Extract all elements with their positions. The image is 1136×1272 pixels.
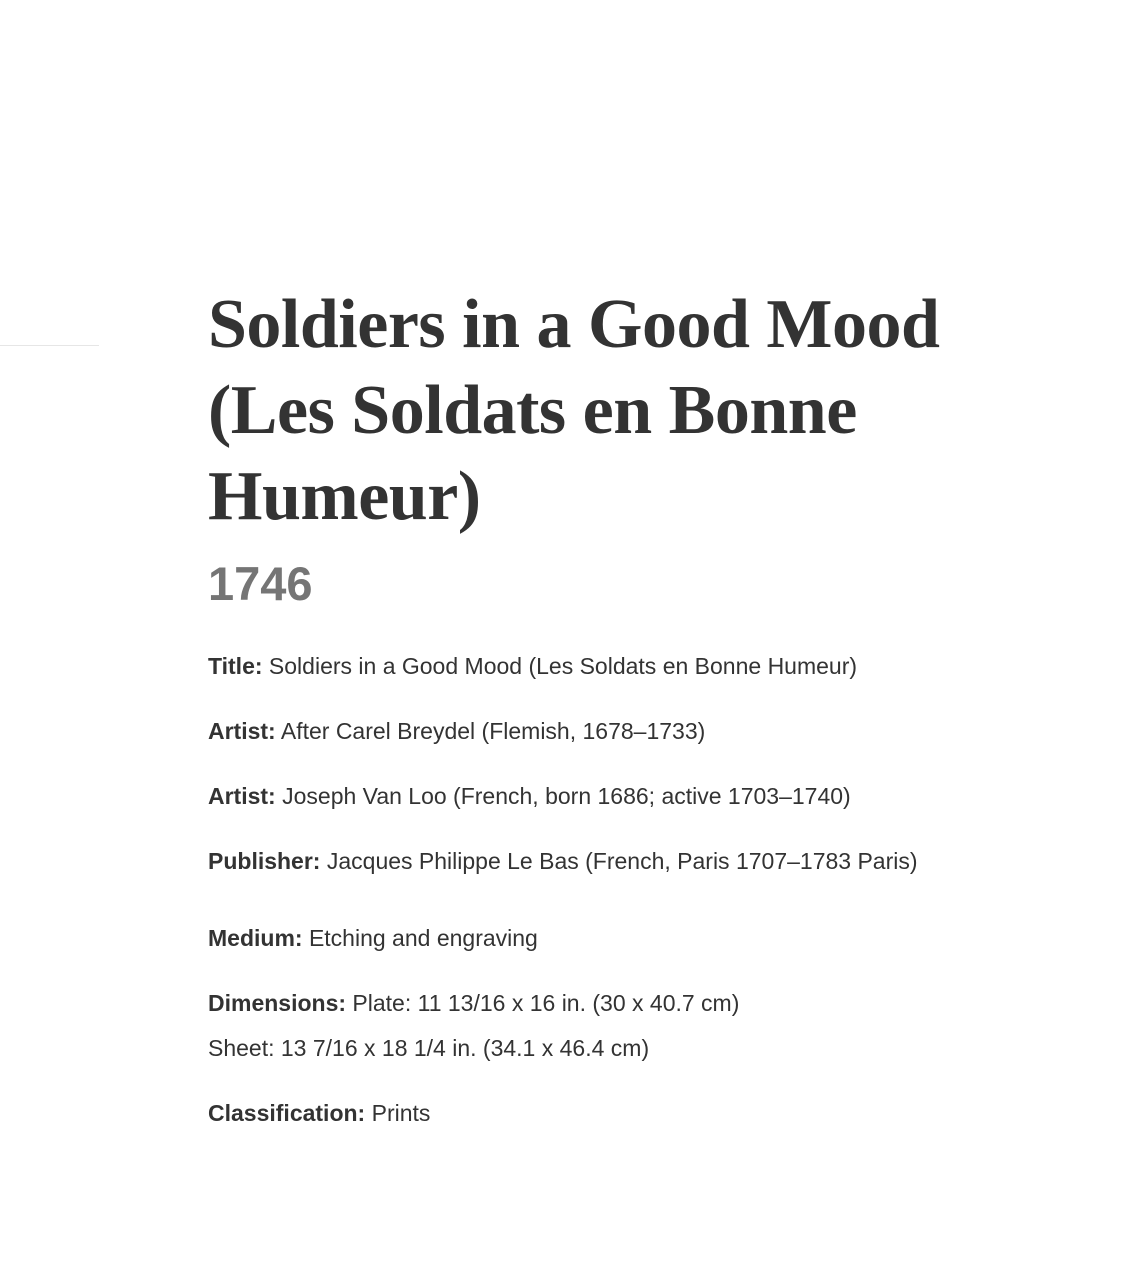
artwork-details [208, 648, 1028, 1160]
detail-label: Classification: [208, 1100, 366, 1126]
detail-label: Artist: [208, 783, 276, 809]
detail-label: Title: [208, 653, 263, 679]
detail-medium [208, 920, 1028, 956]
detail-value: Joseph Van Loo (French, born 1686; active 1703–1740) [282, 783, 851, 809]
detail-value: Soldiers in a Good Mood (Les Soldats en Bonne Humeur) [268, 653, 858, 679]
detail-value: Etching and engraving [308, 925, 538, 951]
artwork-header [208, 282, 1008, 612]
detail-label: Publisher: [208, 848, 321, 874]
detail-label: Dimensions: [208, 990, 347, 1016]
detail-dimensions-sheet [208, 1030, 1028, 1066]
detail-value: Plate: 11 13/16 x 16 in. (30 x 40.7 cm) [352, 990, 740, 1016]
detail-value: Prints [371, 1100, 431, 1126]
artwork-date: 1746 [208, 557, 313, 610]
detail-artist [208, 713, 1028, 749]
detail-title [208, 648, 1028, 684]
detail-classification [208, 1095, 1028, 1131]
detail-publisher [208, 843, 1028, 879]
detail-value: Jacques Philippe Le Bas (French, Paris 1707–1783 Paris) [326, 848, 918, 874]
artwork-title: Soldiers in a Good Mood (Les Soldats en Bonne Humeur) [208, 286, 940, 535]
detail-label: Artist: [208, 718, 276, 744]
detail-label: Medium: [208, 925, 303, 951]
left-divider [0, 345, 99, 346]
detail-value: Sheet: 13 7/16 x 18 1/4 in. (34.1 x 46.4 cm) [208, 1035, 650, 1061]
detail-dimensions [208, 985, 1028, 1021]
detail-value: After Carel Breydel (Flemish, 1678–1733) [280, 718, 706, 744]
detail-artist [208, 778, 1028, 814]
